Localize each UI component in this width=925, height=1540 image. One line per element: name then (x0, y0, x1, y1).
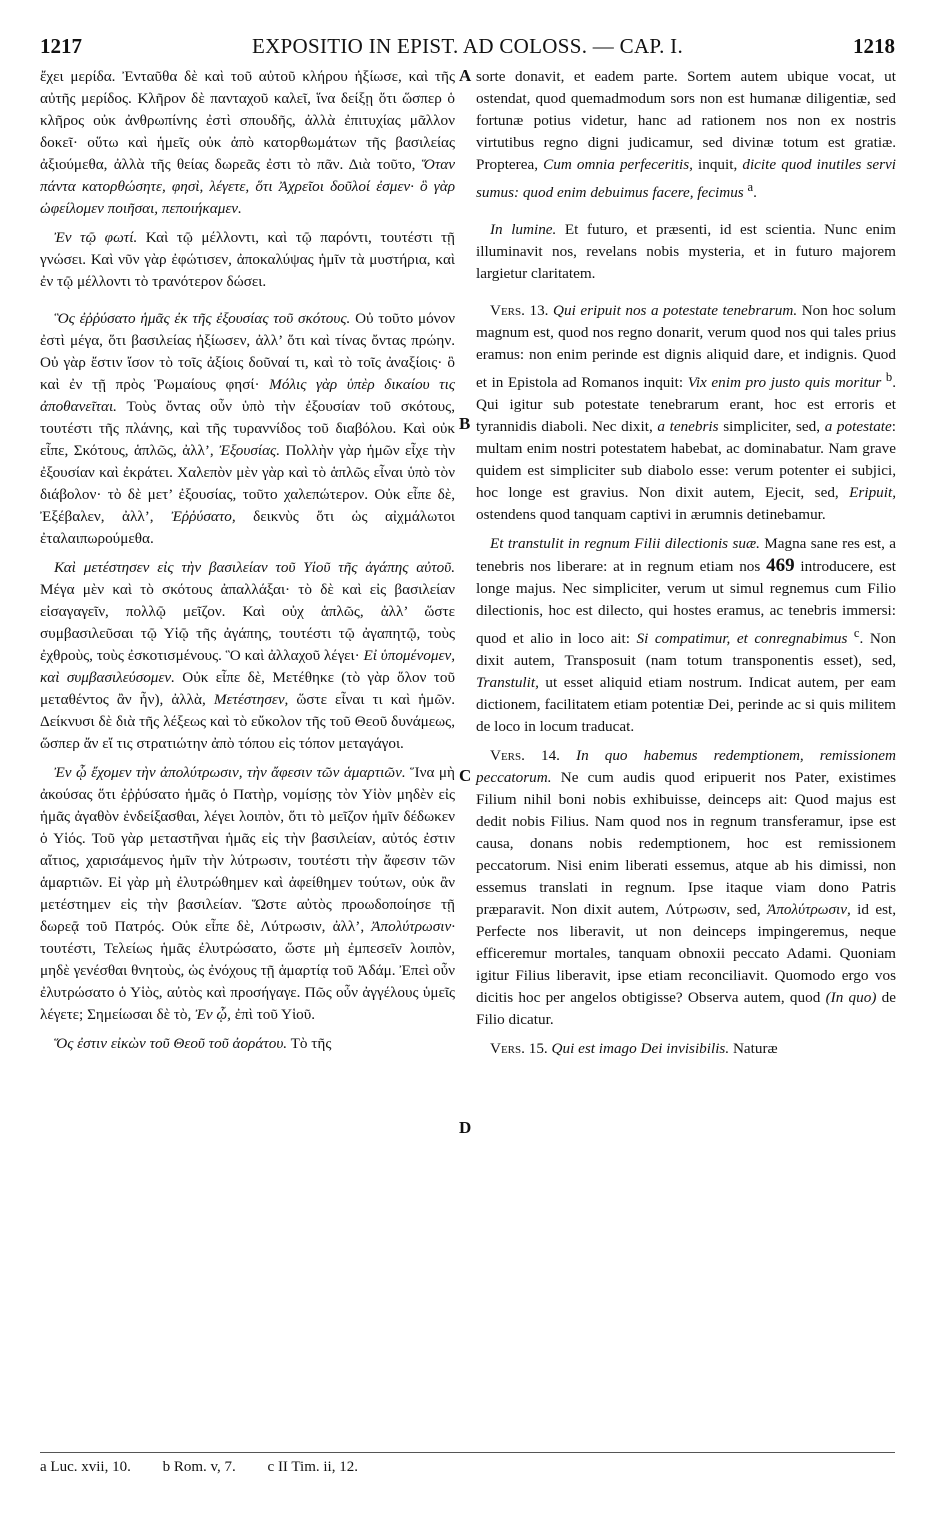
greek-paragraph: Καὶ μετέστησεν εἰς τὴν βασιλείαν τοῦ Υἱοῦ τῆς ἀγάπης αὐτοῦ. Μέγα μὲν καὶ τὸ σκότους ἀπαλλάξαι· τὸ δὲ καὶ εἰς βασιλείαν εἰσαγαγεῖν, πολλῷ μεῖζον. Καὶ οὐχ ἁπλῶς, ἀλλ’ ὥστε συμβασιλεῦσαι τῷ Υἱῷ τῆς ἀγάπης, τουτέστι τῷ ἀγαπητῷ, τοὺς ἐχθροὺς, τοὺς ἐσκοτισμένους. Ὃ καὶ ἀλλαχοῦ λέγει· Εἰ ὑπομένομεν, καὶ συμβασιλεύσομεν. Οὐκ εἶπε δὲ, Μετέθηκε (τὸ γὰρ ὅλον τοῦ μεταθέντος ἂν ἦν), ἀλλὰ, Μετέστησεν, ὥστε εἶναι τι καὶ ἡμῶν. Δείκνυσι δὲ διὰ τῆς λέξεως καὶ τὸ εὔκολον τῆς τοῦ Θεοῦ δυνάμεως, ὥσπερ ἄν εἴ τις στρατιώτην ἀπὸ τόπου εἰς τόπον μεταγάγοι. (40, 559, 456, 752)
greek-paragraph: Ὅς ἐστιν εἰκὼν τοῦ Θεοῦ τοῦ ἀοράτου. Τὸ τῆς (54, 1035, 332, 1052)
footnotes (40, 1452, 895, 1476)
greek-paragraph: Ἐν ᾧ ἔχομεν τὴν ἀπολύτρωσιν, τὴν ἄφεσιν τῶν ἁμαρτιῶν. Ἵνα μὴ ἀκούσας ὅτι ἐῤῥύσατο ἡμᾶς ὁ Πατὴρ, νομίσῃς τὸν Υἱὸν μηδὲν εἰς ἡμᾶς ἀγαθὸν ἐνδείξασθαι, λέγει λοιπὸν, ὅτι τὸ μεῖζον ἡμῖν δέδωκεν ὁ Υἱός. Τοῦ γὰρ μεταστῆναι ἡμᾶς εἰς τὴν βασιλείαν, αὐτός ἐστιν αἴτιος, χαρισάμενος ἡμῖν τὴν λύτρωσιν, τουτέστι τὴν ἄφεσιν τῶν ἁμαρτιῶν. Εἰ γὰρ μὴ ἐλυτρώθημεν καὶ ἀφείθημεν τούτων, οὐκ ἂν μετέστημεν εἰς τὴν βασιλείαν. Ὥστε αὐτὸς προωδοποίησε τῇ δωρεᾷ τοῦ Πατρός. Οὐκ εἶπε δὲ, Λύτρωσιν, ἀλλ’, Ἀπολύτρωσιν· τουτέστι, Τελείως ἡμᾶς ἐλυτρώσατο, ὥστε μὴ ἐμπεσεῖν λοιπὸν, μηδὲ γενέσθαι θνητοὺς, ὡς ἐνόχους τῇ ἁμαρτίᾳ τοῦ Ἀδάμ. Ἐπεὶ οὖν ἐλυτρώσατο ὁ Υἱὸς, αὐτὸς καὶ προσήγαγε. Πῶς οὖν ἀγγέλους ὑμεῖς λέγετε; Σημείωσαι δὲ τὸ, Ἐν ᾧ, ἐπὶ τοῦ Υἱοῦ. (40, 764, 455, 1023)
latin-paragraph: Vers. 14. In quo habemus redemptionem, remissionem peccatorum. Ne cum audis quod eripuerit nos Pater, existimes Filium nihil boni nobis exhibuisse, deinceps ait: Quod majus est dedit nobis Filius. Nam quod nos in regnum transferamur, ipse est causa, donans nobis redemptionem, hoc est remissionem peccatorum. Nisi enim liberati essemus, atque ab his dimissi, non essemus translati in regnum. Ipse itaque viam dono Patris præparavit. Non dixit autem, Λύτρωσιν, sed, Ἀπολύτρωσιν, id est, Perfecte nos liberavit, ut non deinceps impingeremus, neque efficeremur mortales, tanquam obnoxii peccato Adami. Quoniam igitur Filius liberavit, ipse etiam reconciliavit. Quomodo ergo vos dicitis hoc per angelos obtigisse? Observa autem, quod (In quo) de Filio dicatur. (476, 747, 896, 1029)
latin-paragraph: sorte donavit, et eadem parte. Sortem autem ubique vocat, ut ostendat, quod quemadmodum sors non est humanæ diligentiæ, sed fortunæ potius videtur, hanc ad rationem nos non ex nostris virtutibus regno digni judicamur, sed divinæ totum est gratiæ. Propterea, Cum omnia perfeceritis, inquit, dicite quod inutiles servi sumus: quod enim debuimus facere, fecimus $^a$. (476, 68, 896, 202)
greek-paragraph: ἔχει μερίδα. Ἐνταῦθα δὲ καὶ τοῦ αὐτοῦ κλήρου ἠξίωσε, καὶ τῆς αὐτῆς μερίδος. Κλῆρον δὲ πανταχοῦ καλεῖ, ἵνα δείξῃ ὅτι ὥσπερ ὁ κλῆρος οὐκ ἀνθρωπίνης ἐστὶ σπουδῆς, ἀλλὰ ἐπιτυχίας μᾶλλον δοκεῖ· οὕτω καὶ ἡμεῖς οὐκ ἀπὸ κατορθωμάτων τῆς βασιλείας ἀξιούμεθα, ἀλλὰ τῆς θείας δωρεᾶς ἐστι τὸ πᾶν. Διὰ τοῦτο, Ὅταν πάντα κατορθώσητε, φησὶ, λέγετε, ὅτι Ἀχρεῖοι δοῦλοί ἐσμεν· ὃ γὰρ ὠφείλομεν ποιῆσαι, πεποιήκαμεν. (40, 68, 455, 217)
margin-letter-a: A (459, 66, 472, 85)
footnote-ref: c (853, 626, 860, 641)
greek-column (40, 66, 455, 1062)
margin-letter-b: B (459, 414, 471, 433)
column-number: 469 (766, 555, 795, 577)
margin-letter-c: C (459, 766, 472, 785)
greek-paragraph: Ἐν τῷ φωτί. Καὶ τῷ μέλλοντι, καὶ τῷ παρόντι, τουτέστι τῇ γνώσει. Καὶ νῦν γὰρ ἐφώτισεν, ἀποκαλύψας ἡμῖν τὰ μυστήρια, καὶ ἐν τῷ μέλλοντι τὸ τρανότερον δώσει. (40, 229, 455, 290)
running-title: EXPOSITIO IN EPIST. AD COLOSS. — CAP. I. (251, 34, 684, 58)
footnote-ref: a (747, 180, 754, 194)
page-number-left: 1217 (40, 34, 82, 58)
margin-letter-d: D (459, 1118, 472, 1137)
latin-paragraph: In lumine. Et futuro, et præsenti, id est scientia. Nunc enim illuminavit nos, revelans nobis mysteria, et in futuro majorem largietur claritatem. (476, 221, 896, 283)
latin-paragraph: Vers. 15. Qui est imago Dei invisibilis. Naturæ (490, 1040, 778, 1058)
page-number-right: 1218 (853, 34, 895, 58)
footnote: c II Tim. ii, 12. (267, 1459, 358, 1475)
latin-paragraph: Vers. 13. Qui eripuit nos a potestate tenebrarum. Non hoc solum magnum est, quod nos regno donarit, verum quod nos qui tales prius eramus: non enim perinde est dignis aliquid dare, et indignis. Quod et in Epistola ad Romanos inquit: Vix enim pro justo quis moritur $^b$. Qui igitur sub potestate tenebrarum erant, hoc est erroris et tyrannidis diaboli. Nec dixit, a tenebris simpliciter, sed, a potestate: multam enim nostri potestatem habebat, ac dominabatur. Nam grave quidem est simpliciter sub diabolo esse: verum potenter ei subjici, hoc longe est gravius. Non dixit autem, Ejecit, sed, Eripuit, ostendens quod tanquam captivi in ærumnis detinebamur. (476, 302, 897, 524)
latin-column (476, 66, 896, 1067)
page-header (40, 34, 895, 64)
footnote: a Luc. xvii, 10. (40, 1459, 131, 1475)
footnote: b Rom. v, 7. (162, 1459, 236, 1475)
latin-paragraph: Et transtulit in regnum Filii dilectionis suæ. Magna sane res est, a tenebris nos liberare: at in regnum etiam nos 469 introducere, est longe majus. Nec simpliciter, verum ut simul regnemus cum Filio dilectionis, hoc est dilecto, qui hostes eramus, ac tenebris immersi: quod et alio in loco ait: Si compatimur, et conregnabimus $^c$. Non dixit autem, Transposuit (nam totum transponentis esset), sed, Transtulit, ut esset aliquid etiam nostrum. Indicat autem, per eam dictionem, facilitatem etiam potentiæ Dei, perinde ac si quis militem de loco in locum traducat. (476, 535, 897, 736)
footnote-ref: b (885, 370, 893, 385)
greek-paragraph: Ὃς ἐῤῥύσατο ἡμᾶς ἐκ τῆς ἐξουσίας τοῦ σκότους. Οὐ τοῦτο μόνον ἐστὶ μέγα, ὅτι βασιλείας ἠξίωσεν, ἀλλ’ ὅτι καὶ τίνας ὄντας πρώην. Οὐ γὰρ ἔστιν ἴσον τὸ τοῖς ἀξίοις δοῦναί τι, καὶ τὸ τοῖς ἀναξίοις· ὃ καὶ ἐν τῇ πρὸς Ῥωμαίους φησί· Μόλις γὰρ ὑπὲρ δικαίου τις ἀποθανεῖται. Τοὺς ὄντας οὖν ὑπὸ τὴν ἐξουσίαν τοῦ σκότους, τουτέστι τῆς πλάνης, καὶ τῆς τυραννίδος τοῦ διαβόλου. Καὶ οὐκ εἶπε, Σκότους, ἁπλῶς, ἀλλ’, Ἐξουσίας. Πολλὴν γὰρ ἡμῶν εἶχε τὴν ἐξουσίαν καὶ ἐκράτει. Χαλεπὸν μὲν γὰρ καὶ τὸ ἁπλῶς εἶναι ὑπὸ τὸν διάβολον· τὸ δὲ μετ’ ἐξουσίας, τοῦτο χαλεπώτερον. Οὐκ εἶπε δὲ, Ἐξέβαλεν, ἀλλ’, Ἐῤῥύσατο, δεικνὺς ὅτι ὡς αἰχμάλωτοι ἐταλαιπωρούμεθα. (40, 310, 456, 547)
